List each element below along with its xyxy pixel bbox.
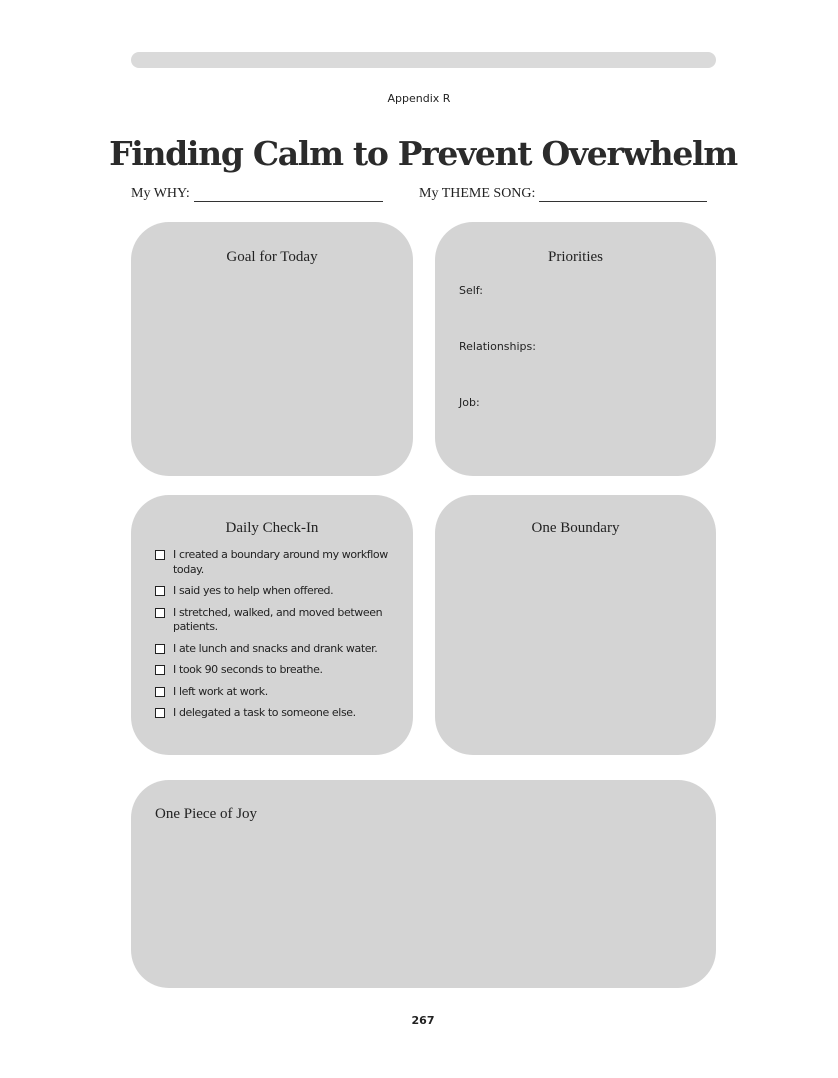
theme-song-label: My THEME SONG: bbox=[419, 186, 536, 201]
checkin-item-label: I said yes to help when offered. bbox=[173, 584, 334, 597]
checkin-item-label: I delegated a task to someone else. bbox=[173, 706, 356, 719]
checkin-item-label: I left work at work. bbox=[173, 684, 268, 698]
why-field bbox=[131, 186, 383, 202]
checkbox[interactable] bbox=[155, 586, 165, 596]
priority-self-label: Self: bbox=[459, 284, 483, 297]
checkbox[interactable] bbox=[155, 687, 165, 697]
joy-card-title: One Piece of Joy bbox=[155, 806, 258, 822]
boundary-card-title: One Boundary bbox=[531, 520, 620, 536]
checkin-item[interactable] bbox=[155, 642, 395, 657]
page-number: 267 bbox=[411, 1014, 435, 1027]
joy-card[interactable] bbox=[131, 780, 716, 988]
page-title: Finding Calm to Prevent Overwhelm bbox=[109, 134, 737, 173]
theme-song-input-line[interactable] bbox=[539, 187, 707, 202]
boundary-card[interactable] bbox=[435, 495, 716, 755]
checkbox[interactable] bbox=[155, 550, 165, 560]
checkbox[interactable] bbox=[155, 665, 165, 675]
appendix-label: Appendix R bbox=[387, 92, 451, 105]
checkin-item[interactable] bbox=[155, 663, 395, 678]
checkin-list bbox=[155, 548, 395, 728]
why-input-line[interactable] bbox=[194, 187, 383, 202]
goal-card[interactable] bbox=[131, 222, 413, 476]
checkbox[interactable] bbox=[155, 644, 165, 654]
checkin-item[interactable] bbox=[155, 706, 395, 721]
why-label: My WHY: bbox=[131, 186, 190, 201]
priorities-card-title: Priorities bbox=[548, 249, 603, 265]
checkin-item-label: I ate lunch and snacks and drank water. bbox=[173, 641, 378, 655]
checkin-card-title: Daily Check-In bbox=[225, 520, 319, 536]
checkin-item[interactable] bbox=[155, 685, 395, 700]
priority-job-label: Job: bbox=[459, 396, 480, 409]
checkin-item-label: I took 90 seconds to breathe. bbox=[173, 663, 323, 676]
checkin-card bbox=[131, 495, 413, 755]
checkin-item[interactable] bbox=[155, 548, 395, 577]
theme-song-field bbox=[419, 186, 707, 202]
checkin-item[interactable] bbox=[155, 584, 395, 599]
checkin-item-label: I stretched, walked, and moved between patients. bbox=[173, 605, 383, 633]
priorities-card[interactable] bbox=[435, 222, 716, 476]
goal-card-title: Goal for Today bbox=[226, 249, 318, 265]
priority-relationships-label: Relationships: bbox=[459, 340, 536, 353]
checkbox[interactable] bbox=[155, 608, 165, 618]
checkbox[interactable] bbox=[155, 708, 165, 718]
header-bar bbox=[131, 52, 716, 68]
checkin-item[interactable] bbox=[155, 606, 395, 635]
checkin-item-label: I created a boundary around my workflow today. bbox=[173, 548, 388, 576]
